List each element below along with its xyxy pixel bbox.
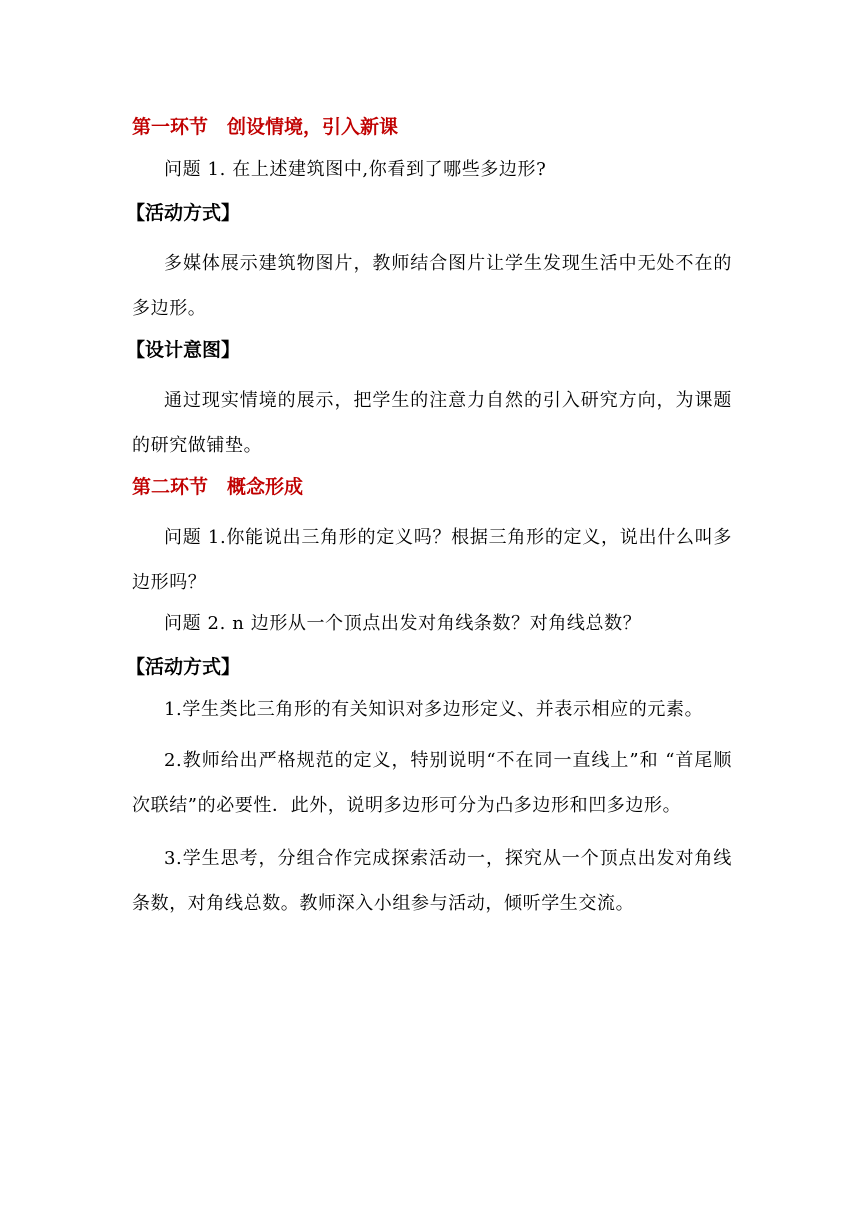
section2-question2: 问题 2. n 边形从一个顶点出发对角线条数？对角线总数？ bbox=[164, 613, 642, 634]
section2-step2: 2.教师给出严格规范的定义，特别说明“不在同一直线上”和 “首尾顺次联结”的必要性．此外，说明多边形可分为凸多边形和凹多边形。 bbox=[132, 750, 732, 816]
section2-heading: 第二环节 概念形成 bbox=[132, 476, 304, 498]
section1-design-text: 通过现实情境的展示，把学生的注意力自然的引入研究方向，为课题的研究做铺垫。 bbox=[132, 390, 732, 456]
section1-activity-label: 【活动方式】 bbox=[126, 202, 241, 224]
section1-design-label: 【设计意图】 bbox=[126, 339, 241, 361]
section2-question1: 问题 1.你能说出三角形的定义吗？根据三角形的定义，说出什么叫多边形吗？ bbox=[132, 527, 732, 593]
section2-step1: 1.学生类比三角形的有关知识对多边形定义、并表示相应的元素。 bbox=[164, 699, 704, 720]
document-page bbox=[126, 112, 732, 930]
section2-step3: 3.学生思考，分组合作完成探索活动一，探究从一个顶点出发对角线条数，对角线总数。教师深入小组参与活动，倾听学生交流。 bbox=[132, 848, 732, 914]
section1-heading: 第一环节 创设情境，引入新课 bbox=[132, 116, 399, 138]
section1-question: 问题 1. 在上述建筑图中,你看到了哪些多边形? bbox=[164, 159, 547, 180]
section1-activity-text: 多媒体展示建筑物图片，教师结合图片让学生发现生活中无处不在的多边形。 bbox=[132, 253, 732, 319]
section2-activity-label: 【活动方式】 bbox=[126, 656, 241, 678]
